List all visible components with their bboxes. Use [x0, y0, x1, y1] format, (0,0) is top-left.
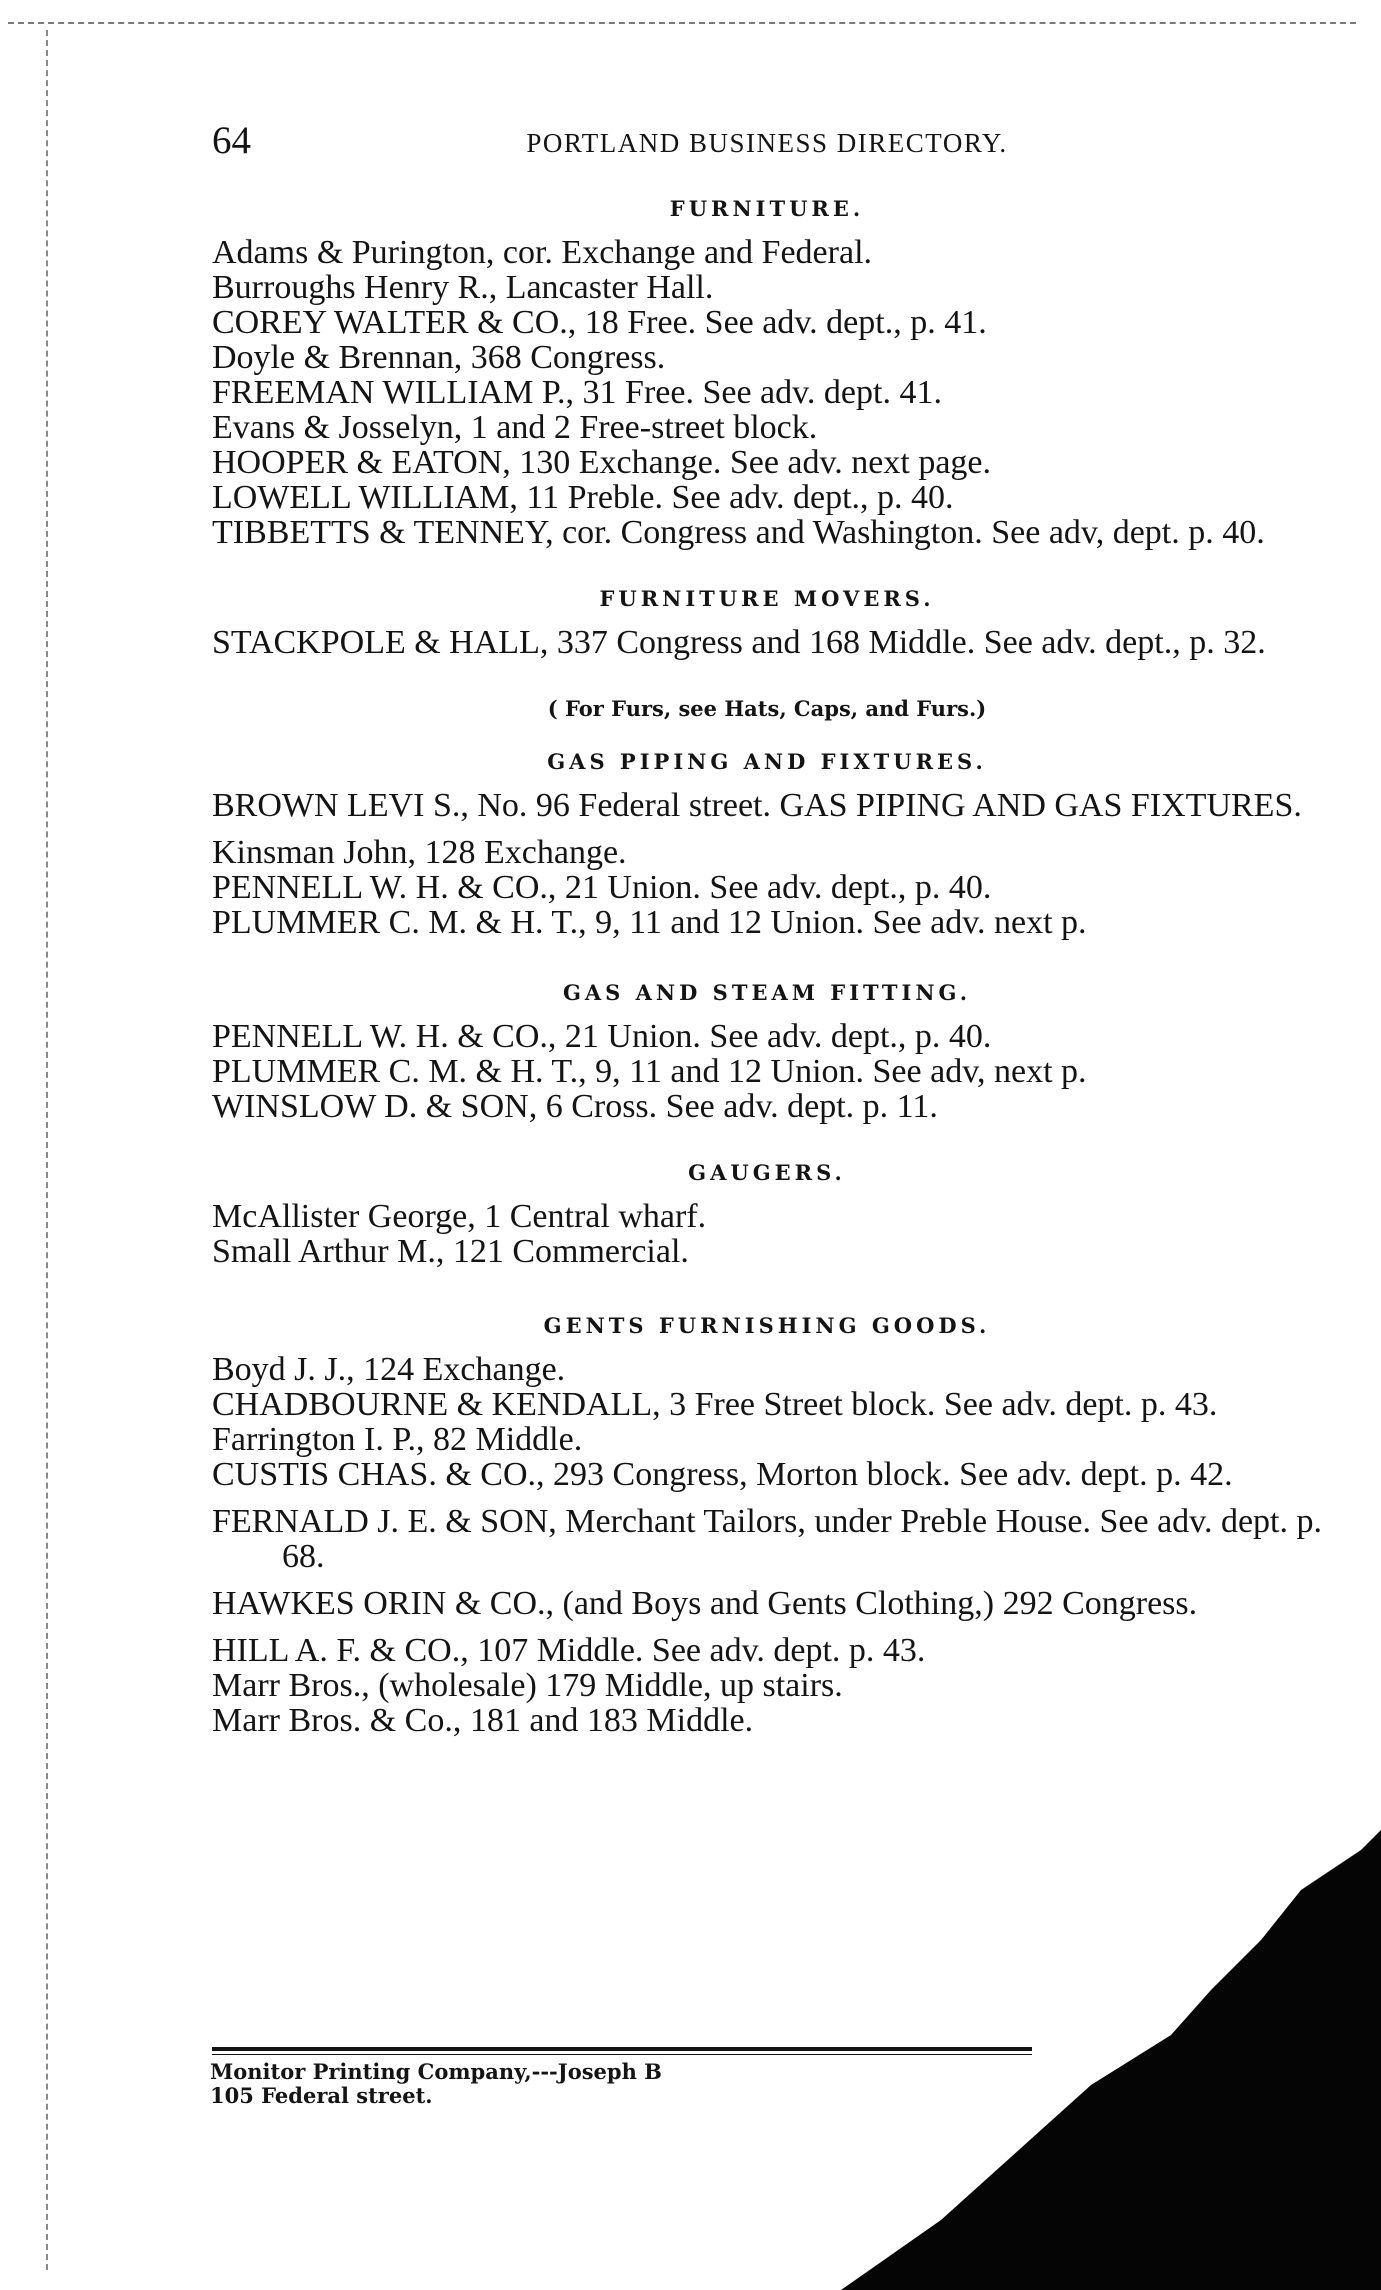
directory-entry: WINSLOW D. & SON, 6 Cross. See adv. dept. p. 11. [212, 1088, 938, 1125]
directory-entry: CHADBOURNE & KENDALL, 3 Free Street block. See adv. dept. p. 43. [212, 1386, 1218, 1423]
directory-entry: FREEMAN WILLIAM P., 31 Free. See adv. dept. 41. [212, 374, 942, 411]
directory-entry: Small Arthur M., 121 Commercial. [212, 1233, 689, 1270]
section-gaugers [212, 1160, 1322, 1269]
directory-entry: PLUMMER C. M. & H. T., 9, 11 and 12 Union. See adv, next p. [212, 1053, 1087, 1090]
section-heading: GAS PIPING AND FIXTURES. [547, 749, 987, 774]
directory-entry: FERNALD J. E. & SON, Merchant Tailors, under Preble House. See adv. dept. p. 68. [212, 1503, 1322, 1575]
directory-entry: Adams & Purington, cor. Exchange and Federal. [212, 234, 873, 271]
directory-page [212, 118, 1322, 1738]
section-heading: GAUGERS. [688, 1160, 846, 1185]
directory-entry: Burroughs Henry R., Lancaster Hall. [212, 269, 714, 306]
directory-entry: Farrington I. P., 82 Middle. [212, 1421, 583, 1458]
torn-page-corner [741, 1830, 1381, 2290]
imprint-line-2: 105 Federal street. [210, 2083, 433, 2108]
section-furniture [212, 196, 1322, 550]
directory-entry: TIBBETTS & TENNEY, cor. Congress and Washington. See adv, dept. p. 40. [212, 514, 1265, 551]
directory-entry: PENNELL W. H. & CO., 21 Union. See adv. dept., p. 40. [212, 1018, 992, 1055]
section-heading: FURNITURE MOVERS. [599, 586, 935, 611]
directory-entry: PENNELL W. H. & CO., 21 Union. See adv. dept., p. 40. [212, 869, 992, 906]
directory-entry: McAllister George, 1 Central wharf. [212, 1198, 707, 1235]
directory-entry: LOWELL WILLIAM, 11 Preble. See adv. dept., p. 40. [212, 479, 954, 516]
imprint-line-1: Monitor Printing Company,---Joseph B [210, 2059, 662, 2084]
directory-entry: HAWKES ORIN & CO., (and Boys and Gents Clothing,) 292 Congress. [212, 1585, 1198, 1622]
directory-entry: COREY WALTER & CO., 18 Free. See adv. dept., p. 41. [212, 304, 987, 341]
page-border-left [46, 30, 48, 2270]
cross-reference-note: ( For Furs, see Hats, Caps, and Furs.) [547, 696, 987, 721]
running-title: PORTLAND BUSINESS DIRECTORY. [526, 128, 1008, 158]
directory-entry: HILL A. F. & CO., 107 Middle. See adv. dept. p. 43. [212, 1632, 926, 1669]
directory-entry: PLUMMER C. M. & H. T., 9, 11 and 12 Union. See adv. next p. [212, 904, 1087, 941]
section-heading: GAS AND STEAM FITTING. [562, 980, 972, 1005]
directory-entry: Marr Bros., (wholesale) 179 Middle, up stairs. [212, 1667, 843, 1704]
page-header [212, 118, 1322, 174]
directory-entry: Boyd J. J., 124 Exchange. [212, 1351, 566, 1388]
directory-entry: HOOPER & EATON, 130 Exchange. See adv. next page. [212, 444, 992, 481]
directory-entry: Kinsman John, 128 Exchange. [212, 834, 627, 871]
section-gents-furnishing [212, 1313, 1322, 1738]
section-gas-piping [212, 749, 1322, 940]
section-gas-steam-fitting [212, 980, 1322, 1124]
directory-entry: CUSTIS CHAS. & CO., 293 Congress, Morton block. See adv. dept. p. 42. [212, 1456, 1233, 1493]
directory-entry: BROWN LEVI S., No. 96 Federal street. GAS PIPING AND GAS FIXTURES. [212, 787, 1302, 824]
section-heading: GENTS FURNISHING GOODS. [543, 1313, 991, 1338]
page-border-top [8, 22, 1356, 24]
directory-entry: Doyle & Brennan, 368 Congress. [212, 339, 666, 376]
directory-entry: Marr Bros. & Co., 181 and 183 Middle. [212, 1702, 754, 1739]
section-furniture-movers [212, 586, 1322, 721]
directory-entry: Evans & Josselyn, 1 and 2 Free-street block. [212, 409, 818, 446]
section-heading: FURNITURE. [669, 196, 865, 221]
page-number: 64 [212, 119, 251, 162]
directory-entry: STACKPOLE & HALL, 337 Congress and 168 Middle. See adv. dept., p. 32. [212, 624, 1266, 661]
